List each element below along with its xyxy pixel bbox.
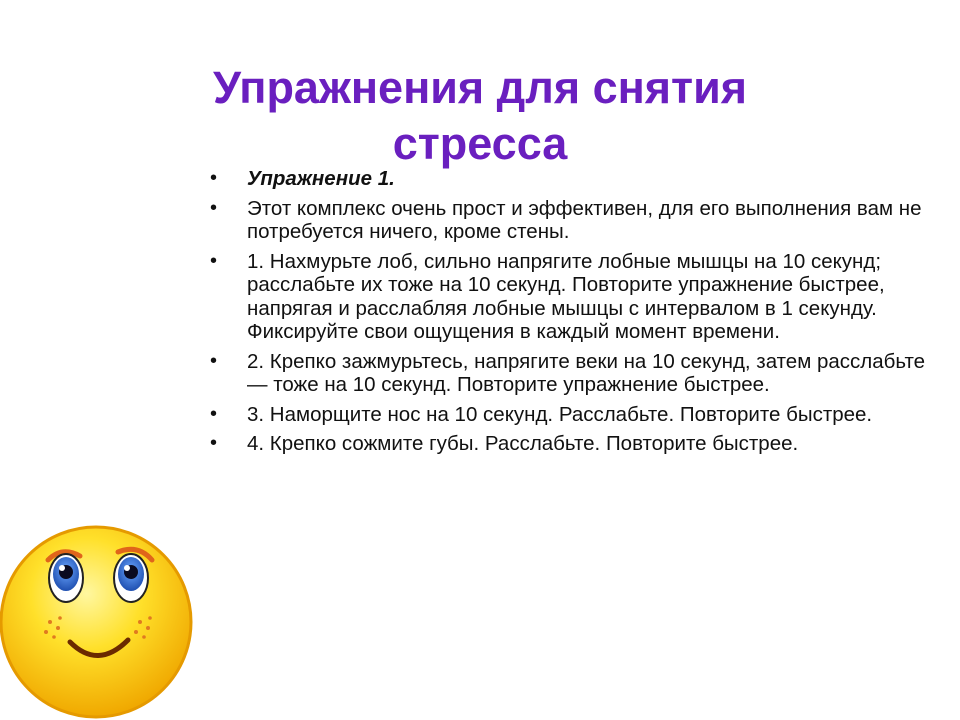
- bullet-item-exercise-heading: [210, 167, 930, 191]
- bullet-text: 1. Нахмурьте лоб, сильно напрягите лобные мышцы на 10 секунд; расслабьте их тоже на 10 секунд. Повторите упражнение быстрее, напрягая и расслабляя лобные мышцы с интервалом в 1 секунду. Фиксируйте свои ощущения в каждый момент времени.: [247, 249, 885, 343]
- bullet-dot: •: [210, 402, 218, 425]
- left-eye-highlight: [59, 565, 65, 571]
- bullet-dot: •: [210, 349, 218, 372]
- bullet-text: Этот комплекс очень прост и эффективен, для его выполнения вам не потребуется ничего, кроме стены.: [247, 196, 922, 243]
- bullet-dot: •: [210, 432, 218, 454]
- bullet-dot: •: [210, 167, 218, 189]
- bullet-item-step-4: [210, 432, 930, 456]
- right-eye-highlight: [124, 565, 130, 571]
- bullet-text: 4. Крепко сожмите губы. Расслабьте. Повторите быстрее.: [247, 432, 799, 455]
- slide-title: [0, 60, 960, 172]
- slide-title-line-2: стресса: [392, 118, 568, 170]
- slide-title-line-1: Упражнения для снятия: [212, 62, 748, 114]
- bullet-item-step-1: [210, 250, 930, 344]
- bullet-text: 2. Крепко зажмурьтесь, напрягите веки на 10 секунд, затем расслабьте — тоже на 10 секунд. Повторите упражнение быстрее.: [247, 349, 926, 396]
- bullet-item-intro: [210, 197, 930, 244]
- bullet-dot: •: [210, 196, 218, 219]
- smiley-face-icon: [0, 510, 195, 720]
- bullet-text: Упражнение 1.: [247, 167, 395, 190]
- bullet-list: [210, 167, 930, 462]
- bullet-item-step-3: [210, 403, 930, 427]
- bullet-item-step-2: [210, 350, 930, 397]
- smiley-face-disc: [1, 527, 191, 717]
- bullet-dot: •: [210, 249, 218, 272]
- bullet-text: 3. Наморщите нос на 10 секунд. Расслабьте. Повторите быстрее.: [247, 402, 873, 426]
